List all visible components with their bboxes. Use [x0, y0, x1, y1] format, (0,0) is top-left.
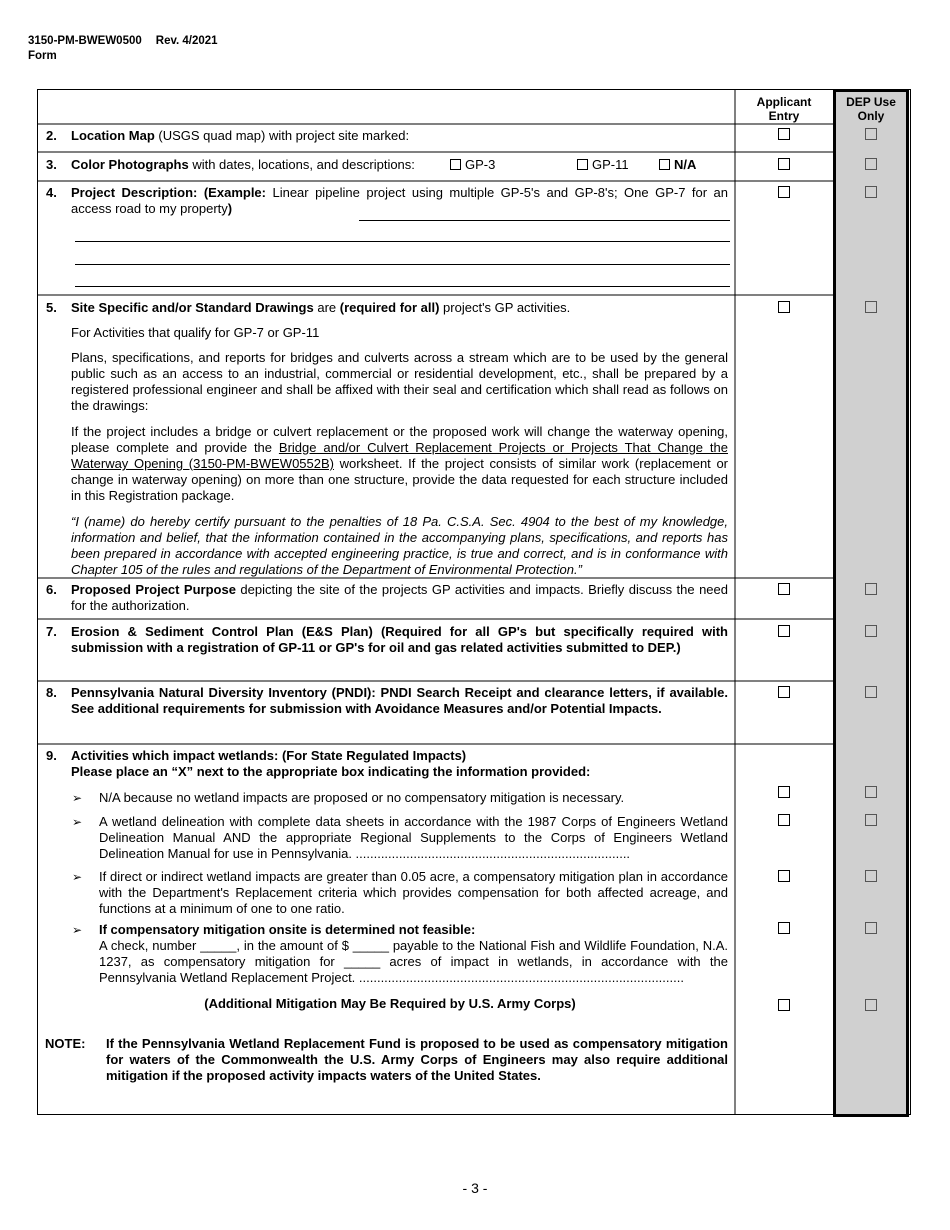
bullet-4-applicant-checkbox[interactable] — [778, 922, 790, 934]
form-revision: Rev. 4/2021 — [155, 35, 218, 47]
gp11-checkbox[interactable] — [577, 159, 588, 170]
item-6-text — [71, 582, 728, 614]
item-2-desc: (USGS quad map) with project site marked: — [154, 128, 410, 143]
bullet-4-dep-checkbox[interactable] — [865, 922, 877, 934]
additional-mitigation-dep-checkbox[interactable] — [865, 999, 877, 1011]
gp11-label: GP-11 — [592, 157, 629, 172]
item-6-desc: depicting the site of the projects GP activities and impacts. Briefly discuss the need for the authorization. — [71, 582, 728, 613]
item-4-close: ) — [227, 201, 233, 216]
item-8-applicant-checkbox[interactable] — [778, 686, 790, 698]
item-4-dep-checkbox[interactable] — [865, 186, 877, 198]
item-8-text: Pennsylvania Natural Diversity Inventory (PNDI): PNDI Search Receipt and clearance letters, if available. See additional requirements for submission with Avoidance Measures and/or Potential Impacts. — [71, 685, 728, 716]
bullet-1-dep-checkbox[interactable] — [865, 786, 877, 798]
item-5-heading — [71, 300, 728, 316]
bullet-2-dep-checkbox[interactable] — [865, 814, 877, 826]
item-7-dep-checkbox[interactable] — [865, 625, 877, 637]
item-4-answer-line-2[interactable] — [75, 241, 730, 242]
item-9-bullet-1: N/A because no wetland impacts are proposed or no compensatory mitigation is necessary. — [99, 790, 625, 805]
item-5-dep-checkbox[interactable] — [865, 301, 877, 313]
item-3-title: Color Photographs — [71, 157, 189, 172]
item-4-title: Project Description: (Example: — [71, 185, 266, 200]
item-4-answer-line-4[interactable] — [75, 286, 730, 287]
item-9-line-1: Activities which impact wetlands: (For State Regulated Impacts) — [71, 748, 467, 763]
bullet-1-applicant-checkbox[interactable] — [778, 786, 790, 798]
item-3-number: 3. — [46, 157, 57, 172]
item-3-option-gp3[interactable] — [450, 157, 495, 173]
item-4-desc: Linear pipeline project using multiple GP-5's and GP-8's; One GP-7 for an access road to my property — [71, 185, 728, 216]
item-2-text — [71, 128, 728, 144]
item-3-text — [71, 157, 451, 173]
item-5-mid: are — [313, 300, 340, 315]
applicant-entry-header: Applicant Entry — [756, 95, 812, 123]
item-7-number: 7. — [46, 624, 57, 639]
bullet-2-arrow-icon: ➢ — [72, 815, 83, 829]
item-4-number: 4. — [46, 185, 57, 200]
bullet-3-arrow-icon: ➢ — [72, 870, 83, 884]
gp3-label: GP-3 — [465, 157, 496, 172]
item-6-title: Proposed Project Purpose — [71, 582, 236, 597]
additional-mitigation-text: (Additional Mitigation May Be Required by U.S. Army Corps) — [204, 996, 576, 1011]
item-4-answer-line-3[interactable] — [75, 264, 730, 265]
item-3-applicant-checkbox[interactable] — [778, 158, 790, 170]
item-3-option-na[interactable] — [659, 157, 696, 173]
item-9-line-2: Please place an “X” next to the appropriate box indicating the information provided: — [71, 764, 591, 779]
item-2-number: 2. — [46, 128, 57, 143]
dep-use-only-header: DEP Use Only — [846, 95, 896, 123]
bullet-4-arrow-icon: ➢ — [72, 923, 83, 937]
item-7-applicant-checkbox[interactable] — [778, 625, 790, 637]
item-6-applicant-checkbox[interactable] — [778, 583, 790, 595]
item-7-text: Erosion & Sediment Control Plan (E&S Plan) (Required for all GP's but specifically required with submission with a registration of GP-11 or GP's for oil and gas related activities submitted to DEP.) — [71, 624, 728, 655]
item-6-number: 6. — [46, 582, 57, 597]
item-8-number: 8. — [46, 685, 57, 700]
item-9-number: 9. — [46, 748, 57, 763]
form-label: Form — [28, 50, 57, 62]
item-5-para-2: Plans, specifications, and reports for bridges and culverts across a stream which are to be used by the general public such as an access to an industrial, commercial or residential development, etc., shall be prepared by a registered professional engineer and shall be affixed with their seal and certification which shall read as follows on the drawings: — [71, 350, 728, 413]
item-5-para-3-a: If the project includes a bridge or culvert replacement or the proposed work will change the waterway opening, please complete and provide the — [71, 424, 728, 455]
item-9-bullet-2: A wetland delineation with complete data sheets in accordance with the 1987 Corps of Engineers Wetland Delineation Manual AND the appropriate Regional Supplements to the Corps of Engineers Wetland Delineation Manual for use in Pennsylvania. ............................................................................ — [99, 814, 728, 861]
item-5-para-3 — [71, 424, 728, 504]
item-5-required: (required for all) — [339, 300, 440, 315]
item-4-applicant-checkbox[interactable] — [778, 186, 790, 198]
item-5-number: 5. — [46, 300, 57, 315]
form-header — [28, 34, 218, 64]
bullet-2-applicant-checkbox[interactable] — [778, 814, 790, 826]
gp3-checkbox[interactable] — [450, 159, 461, 170]
na-label: N/A — [674, 157, 697, 172]
note-text: If the Pennsylvania Wetland Replacement Fund is proposed to be used as compensatory mitigation for waters of the Commonwealth the U.S. Army Corps of Engineers may also require additional mitigation if the proposed activity impacts waters of the United States. — [106, 1036, 728, 1083]
item-5-para-3-b: worksheet. If the project consists of similar work (replacement or change in waterway opening) on more than one structure, provide the data requested for each structure included in this Registration package. — [71, 456, 729, 503]
item-4-text — [71, 185, 728, 217]
item-5-certification: “I (name) do hereby certify pursuant to the penalties of 18 Pa. C.S.A. Sec. 4904 to the best of my knowledge, information and belief, that the information contained in the accompanying plans, specifications, and reports has been prepared in accordance with accepted engineering practice, is true and correct, and is in conformance with Chapter 105 of the rules and regulations of the Department of Environmental Protection.” — [71, 514, 728, 577]
item-3-desc: with dates, locations, and descriptions: — [188, 157, 415, 172]
additional-mitigation-applicant-checkbox[interactable] — [778, 999, 790, 1011]
bullet-4-text: A check, number _____, in the amount of $ _____ payable to the National Fish and Wildlife Foundation, N.A. 1237, as compensatory mitigation for _____ acres of impact in wetlands, in accordance with the Pennsylvania Wetland Replacement Project. .......................................................................................... — [99, 938, 728, 985]
item-6-dep-checkbox[interactable] — [865, 583, 877, 595]
item-5-applicant-checkbox[interactable] — [778, 301, 790, 313]
item-9-bullet-3: If direct or indirect wetland impacts are greater than 0.05 acre, a compensatory mitigation plan in accordance with the Department's Replacement criteria which provides compensation for both affected acreage, and functions at a minimum of one to one ratio. — [99, 869, 728, 916]
note-label: NOTE: — [45, 1036, 86, 1051]
item-5-tail: project's GP activities. — [439, 300, 571, 315]
item-3-dep-checkbox[interactable] — [865, 158, 877, 170]
item-9-bullet-4 — [99, 922, 728, 986]
form-code: 3150-PM-BWEW0500 — [28, 35, 142, 47]
item-9-heading — [71, 748, 728, 780]
item-2-title: Location Map — [71, 128, 155, 143]
item-8-dep-checkbox[interactable] — [865, 686, 877, 698]
item-4-answer-line-1[interactable] — [359, 220, 730, 221]
item-2-dep-checkbox[interactable] — [865, 128, 877, 140]
item-2-applicant-checkbox[interactable] — [778, 128, 790, 140]
item-5-title: Site Specific and/or Standard Drawings — [71, 300, 314, 315]
item-3-option-gp11[interactable] — [577, 157, 629, 173]
bridge-culvert-worksheet-link[interactable]: Bridge and/or Culvert Replacement Projects or Projects That Change the Waterway Opening (3150-PM-BWEW0552B) — [71, 440, 728, 471]
bullet-3-dep-checkbox[interactable] — [865, 870, 877, 882]
bullet-4-title: If compensatory mitigation onsite is determined not feasible: — [99, 922, 476, 937]
bullet-1-arrow-icon: ➢ — [72, 791, 83, 805]
item-5-para-1: For Activities that qualify for GP-7 or GP-11 — [71, 325, 320, 340]
bullet-3-applicant-checkbox[interactable] — [778, 870, 790, 882]
page-number: - 3 - — [462, 1180, 488, 1196]
na-checkbox[interactable] — [659, 159, 670, 170]
